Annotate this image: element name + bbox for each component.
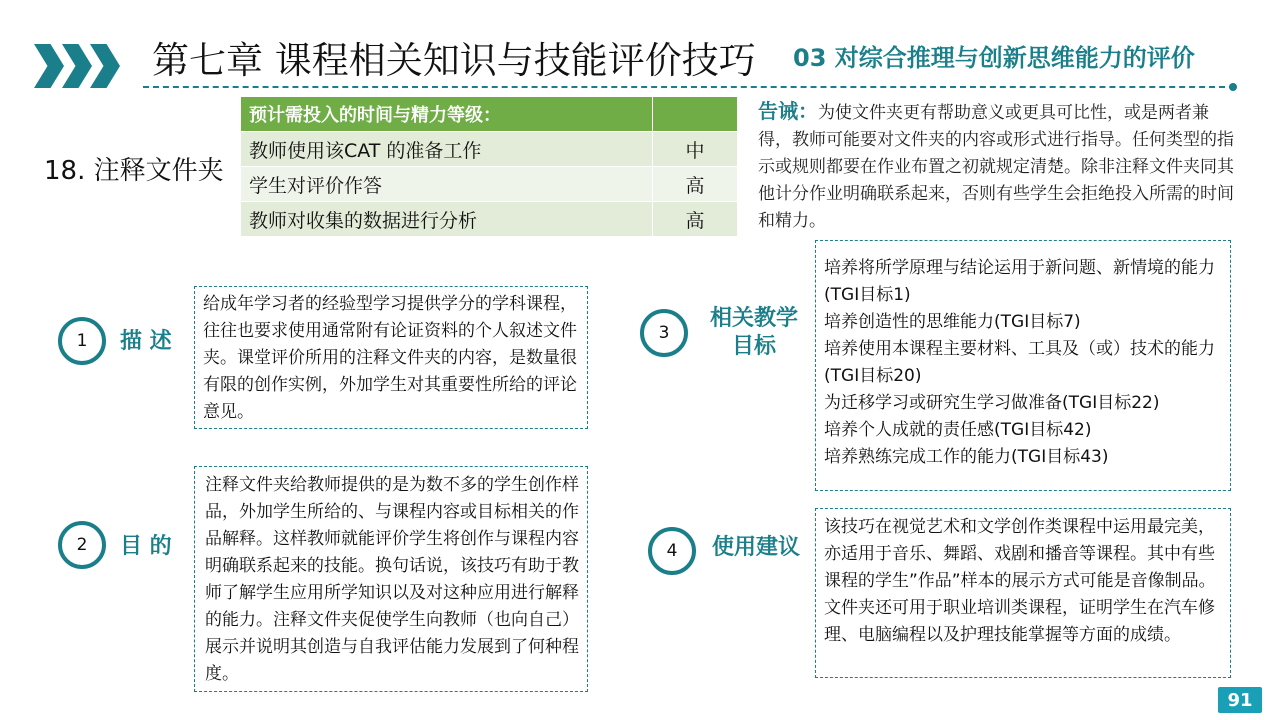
list-item: 培养将所学原理与结论运用于新问题、新情境的能力(TGI目标1) [824, 258, 1215, 305]
list-item: 培养创造性的思维能力(TGI目标7) [824, 312, 1081, 332]
goals-label-line2: 目标 [731, 334, 776, 359]
section-label-suggestions: 使用建议 [712, 535, 801, 560]
list-item: 培养熟练完成工作的能力(TGI目标43) [824, 447, 1109, 467]
effort-task: 教师对收集的数据进行分析 [241, 202, 653, 237]
section-number-1: 1 [58, 317, 106, 365]
describe-box [194, 286, 588, 429]
section-label-purpose: 目 的 [120, 534, 172, 559]
section-title: 03 对综合推理与创新思维能力的评价 [793, 44, 1195, 72]
effort-table [240, 96, 738, 237]
goals-label-line1: 相关教学 [709, 306, 798, 331]
list-item: 为迁移学习或研究生学习做准备(TGI目标22) [824, 393, 1160, 413]
section-label-goals [704, 305, 804, 361]
effort-task: 教师使用该CAT 的准备工作 [241, 132, 653, 167]
header-divider-dot [1229, 83, 1237, 91]
warning-label: 告诫： [758, 99, 818, 123]
effort-level: 高 [653, 202, 738, 237]
suggestions-box [815, 508, 1231, 678]
header-divider [143, 86, 1235, 88]
warning-text: 为使文件夹更有帮助意义或更具可比性，或是两者兼得，教师可能要对文件夹的内容或形式进行指导。任何类型的指示或规则都要在作业布置之初就规定清楚。除非注释文件夹同其他计分作业明确联系起来，否则有些学生会拒绝投入所需的时间和精力。 [758, 103, 1234, 231]
goals-box [815, 240, 1231, 491]
effort-task: 学生对评价作答 [241, 167, 653, 202]
table-row [241, 132, 738, 167]
list-item: 培养使用本课程主要材料、工具及（或）技术的能力(TGI目标20) [824, 339, 1215, 386]
effort-level: 中 [653, 132, 738, 167]
section-number-2: 2 [58, 521, 106, 569]
effort-table-header: 预计需投入的时间与精力等级： [241, 97, 653, 132]
section-number-4: 4 [648, 527, 696, 575]
warning-note [758, 98, 1240, 235]
effort-table-header-row [241, 97, 738, 132]
list-item: 培养个人成就的责任感(TGI目标42) [824, 420, 1092, 440]
effort-level: 高 [653, 167, 738, 202]
suggestions-text: 该技巧在视觉艺术和文学创作类课程中运用最完美，亦适用于音乐、舞蹈、戏剧和播音等课程。其中有些课程的学生”作品”样本的展示方式可能是音像制品。文件夹还可用于职业培训类课程，证明学生在汽车修理、电脑编程以及护理技能掌握等方面的成绩。 [824, 517, 1216, 645]
table-row [241, 167, 738, 202]
section-number-3: 3 [640, 309, 688, 357]
purpose-text: 注释文件夹给教师提供的是为数不多的学生创作样品，外加学生所给的、与课程内容或目标相关的作品解释。这样教师就能评价学生将创作与课程内容明确联系起来的技能。换句话说，该技巧有助于教师了解学生应用所学知识以及对这种应用进行解释的能力。注释文件夹促使学生向教师（也向自己）展示并说明其创造与自我评估能力发展到了何种程度。 [205, 475, 579, 684]
describe-text: 给成年学习者的经验型学习提供学分的学科课程，往往也要求使用通常附有论证资料的个人叙述文件夹。课堂评价所用的注释文件夹的内容，是数量很有限的创作实例，外加学生对其重要性所给的评论意见。 [203, 294, 577, 422]
chapter-title: 第七章 课程相关知识与技能评价技巧 [152, 39, 756, 82]
page-number-badge: 91 [1218, 687, 1262, 713]
purpose-box [194, 466, 588, 692]
table-row [241, 202, 738, 237]
item-title: 18. 注释文件夹 [44, 156, 224, 186]
section-label-describe: 描 述 [120, 329, 172, 354]
